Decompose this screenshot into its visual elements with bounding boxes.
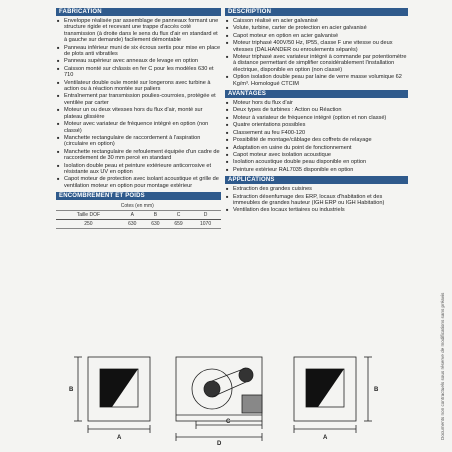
list-item: ■ Adaptation en usine du point de fonctionnement bbox=[225, 145, 408, 151]
applications-header: APPLICATIONS bbox=[225, 176, 408, 184]
dim-label-a2: A bbox=[323, 435, 328, 441]
table-cell: 630 bbox=[144, 220, 167, 229]
column-header: B bbox=[144, 211, 167, 220]
list-item: ■ Ventilation des locaux tertiaires ou industriels bbox=[225, 207, 408, 213]
table-header-row bbox=[56, 211, 221, 220]
list-item: ■ Isolation double peau et peinture extérieure anticorrosive et résistante aux UV en option bbox=[56, 163, 221, 176]
list-item: ■ Isolation acoustique double peau disponible en option bbox=[225, 159, 408, 165]
dimension-drawings-svg bbox=[56, 345, 416, 445]
dim-label-a: A bbox=[117, 435, 122, 441]
list-item: ■ Capot moteur de protection avec isolant acoustique et grille de ventilation moteur en option pour montage extérieur bbox=[56, 176, 221, 189]
column-header: Taille DOF bbox=[56, 211, 121, 220]
list-item: ■ Caisson réalisé en acier galvanisé bbox=[225, 18, 408, 24]
list-item: ■ Moteur hors du flux d'air bbox=[225, 100, 408, 106]
description-header: DESCRIPTION bbox=[225, 8, 408, 16]
applications-list bbox=[225, 186, 408, 214]
front-view-shading bbox=[100, 369, 138, 407]
left-column bbox=[56, 8, 221, 229]
list-item: ■ Classement au feu F400-120 bbox=[225, 130, 408, 136]
list-item: ■ Entraînement par transmission poulies-courroies, protégée et ventilée par carter bbox=[56, 93, 221, 106]
fabrication-header: FABRICATION bbox=[56, 8, 221, 16]
list-item: ■ Moteur triphasé avec variateur intégré à commande par potentiomètre à distance permettant de simplifier considérablement l'installation électrique, disponible en option (non classé) bbox=[225, 54, 408, 73]
dimensions-table bbox=[56, 202, 221, 229]
description-list bbox=[225, 18, 408, 87]
list-item: ■ Manchette rectangulaire de refoulement équipée d'un cadre de raccordement de 30 mm percé en standard bbox=[56, 149, 221, 162]
avantages-header: AVANTAGES bbox=[225, 90, 408, 98]
table-cell: 659 bbox=[167, 220, 190, 229]
column-header: D bbox=[190, 211, 221, 220]
list-item: ■ Panneau inférieur muni de six écrous sertis pour mise en place de plots anti vibratiles bbox=[56, 45, 221, 58]
list-item: ■ Panneau supérieur avec anneaux de levage en option bbox=[56, 58, 221, 64]
table-cell: 1070 bbox=[190, 220, 221, 229]
list-item: ■ Quatre orientations possibles bbox=[225, 122, 408, 128]
cotes-label: Cotes (en mm) bbox=[121, 202, 221, 211]
table-cell: 630 bbox=[121, 220, 144, 229]
column-header: A bbox=[121, 211, 144, 220]
list-item: ■ Peinture extérieur RAL7035 disponible en option bbox=[225, 167, 408, 173]
list-item: ■ Extraction désenfumage des ERP, locaux d'habitation et des immeubles de grandes hauteur (IGH ERP ou IGH Habitation) bbox=[225, 194, 408, 207]
table-cell: 250 bbox=[56, 220, 121, 229]
technical-drawings bbox=[56, 345, 416, 445]
list-item: ■ Moteur un ou deux vitesses hors du flux d'air, monté sur plateau glissière bbox=[56, 107, 221, 120]
list-item: ■ Moteur à variateur de fréquence intégré (option et non classé) bbox=[225, 115, 408, 121]
list-item: ■ Option isolation double peau par laine de verre masse volumique 62 Kg/m³. Homologué CTCIM bbox=[225, 74, 408, 87]
dim-label-b: B bbox=[69, 387, 74, 393]
disclaimer-note: Documents non contractuels sous réserve de modifications sans préavis bbox=[440, 292, 445, 440]
list-item: ■ Possibilité de montage/câblage des coffrets de relayage bbox=[225, 137, 408, 143]
dimensions-header: ENCOMBREMENT ET POIDS bbox=[56, 192, 221, 200]
list-item: ■ Capot moteur en option en acier galvanisé bbox=[225, 33, 408, 39]
list-item: ■ Deux types de turbines : Action ou Réaction bbox=[225, 107, 408, 113]
list-item: ■ Capot moteur avec isolation acoustique bbox=[225, 152, 408, 158]
list-item: ■ Moteur avec variateur de fréquence intégré en option (non classé) bbox=[56, 121, 221, 134]
avantages-list bbox=[225, 100, 408, 173]
list-item: ■ Extraction des grandes cuisines bbox=[225, 186, 408, 192]
list-item: ■ Volute, turbine, carter de protection en acier galvanisé bbox=[225, 25, 408, 31]
list-item: ■ Moteur triphasé 400V/50 Hz, IP55, classe F une vitesse ou deux vitesses (DALHANDER ou enroulements séparés) bbox=[225, 40, 408, 53]
list-item: ■ Caisson monté sur châssis en fer C pour les modèles 630 et 710 bbox=[56, 66, 221, 79]
list-item: ■ Ventilateur double ouïe monté sur longerons avec turbine à action ou à réaction montée sur paliers bbox=[56, 80, 221, 93]
dim-label-b2: B bbox=[374, 387, 379, 393]
table-row bbox=[56, 220, 221, 229]
right-column bbox=[225, 8, 408, 217]
dim-label-c: C bbox=[226, 419, 231, 425]
list-item: ■ Enveloppe réalisée par assemblage de panneaux formant une structure rigide et recevant une trappe d'accès coté transmission (à droite dans le sens du flux d'air en standard et à gauche sur demande) facilement démontable bbox=[56, 18, 221, 44]
fabrication-list bbox=[56, 18, 221, 189]
column-header: C bbox=[167, 211, 190, 220]
dim-label-d: D bbox=[217, 441, 222, 445]
list-item: ■ Manchette rectangulaire de raccordement à l'aspiration (circulaire en option) bbox=[56, 135, 221, 148]
